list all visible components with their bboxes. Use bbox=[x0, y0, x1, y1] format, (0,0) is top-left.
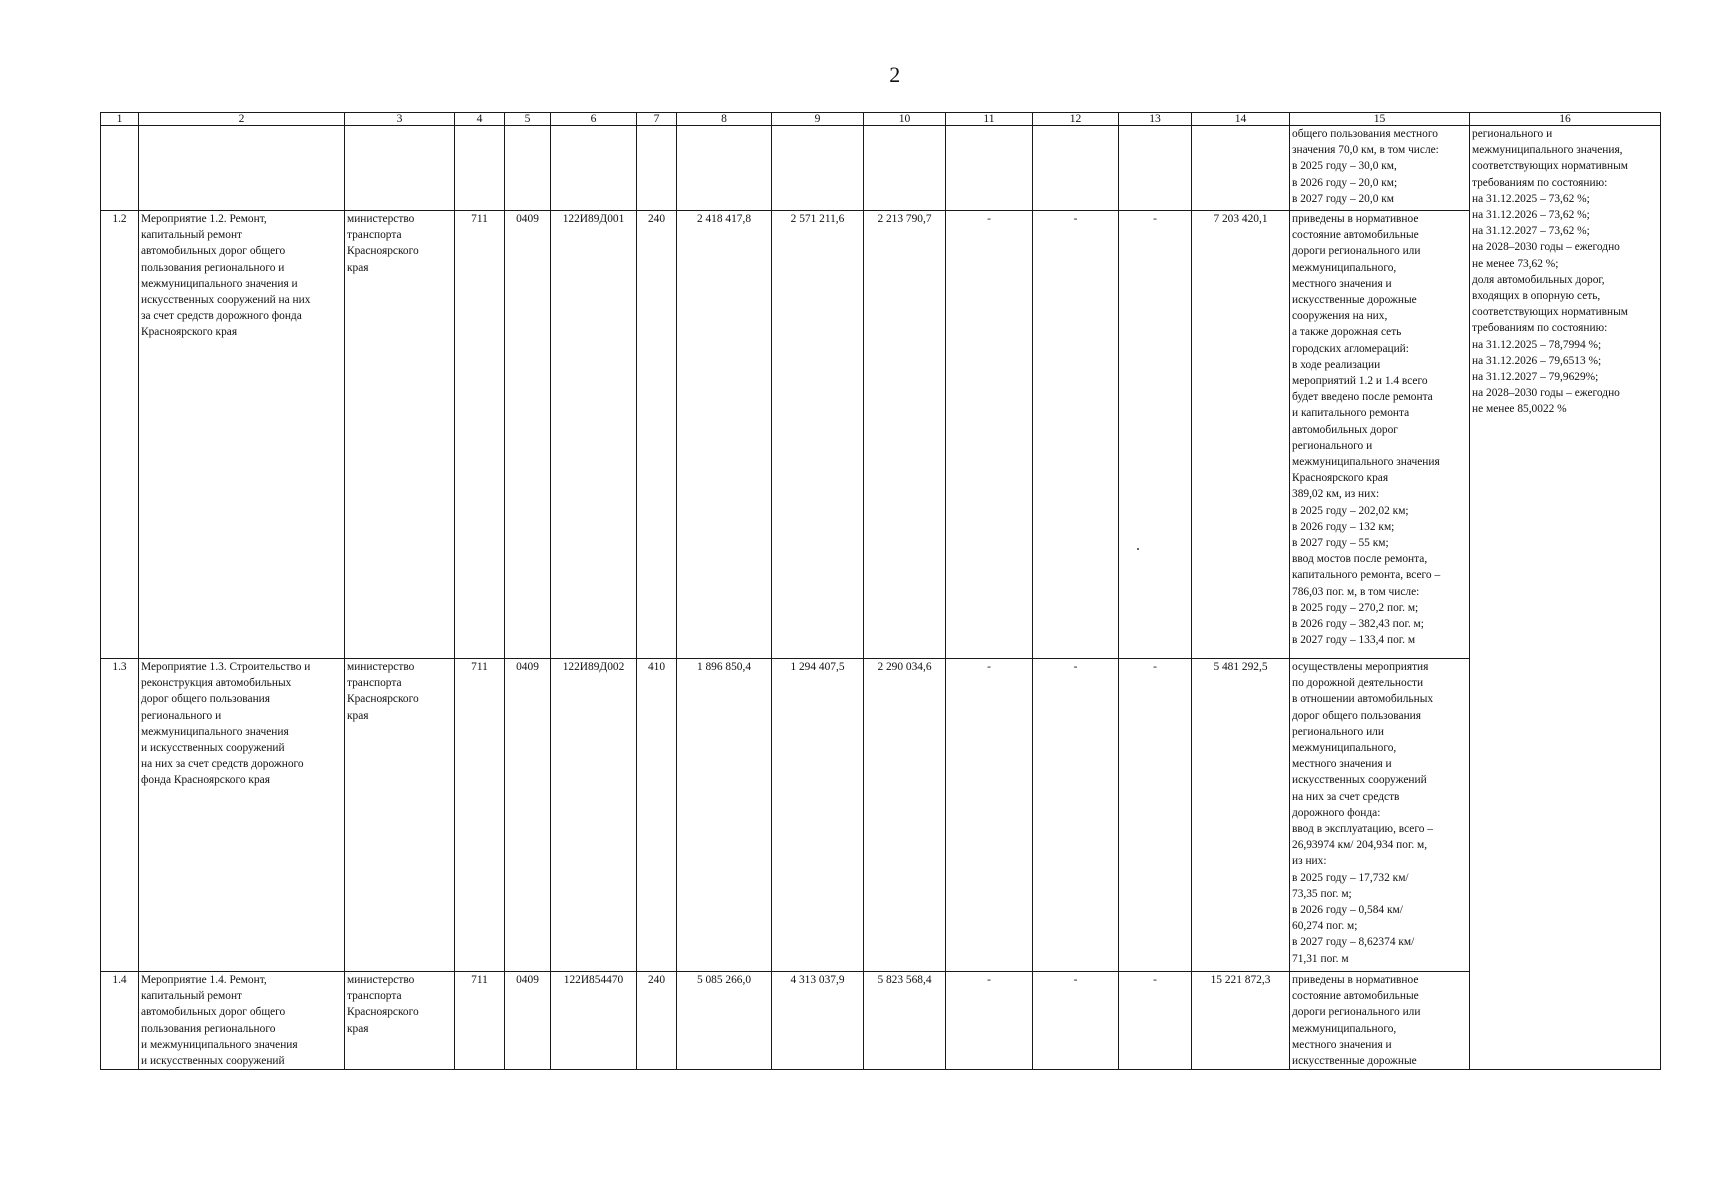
column-number: 15 bbox=[1290, 113, 1470, 126]
cell-empty bbox=[1033, 126, 1119, 211]
table-row bbox=[101, 972, 1661, 1070]
cell-code: 410 bbox=[637, 659, 677, 972]
scan-artifact-dot bbox=[1137, 548, 1139, 550]
cell-dash: - bbox=[946, 659, 1033, 972]
column-number-row bbox=[101, 113, 1661, 126]
cell-dash: - bbox=[1119, 972, 1192, 1070]
cell-code: 240 bbox=[637, 972, 677, 1070]
cell-amount: 2 571 211,6 bbox=[772, 211, 864, 659]
cell-executor: министерство транспорта Красноярского края bbox=[345, 211, 455, 659]
column-number: 9 bbox=[772, 113, 864, 126]
cell-code: 0409 bbox=[505, 211, 551, 659]
cell-code: 0409 bbox=[505, 972, 551, 1070]
cell-code: 711 bbox=[455, 659, 505, 972]
cell-code: 122И89Д002 bbox=[551, 659, 637, 972]
cell-measure: Мероприятие 1.4. Ремонт, капитальный ремонт автомобильных дорог общего пользования регионального и межмуниципального значения и искусственных сооружений bbox=[139, 972, 345, 1070]
cell-code: 0409 bbox=[505, 659, 551, 972]
column-number: 2 bbox=[139, 113, 345, 126]
column-number: 14 bbox=[1192, 113, 1290, 126]
cell-code: 711 bbox=[455, 211, 505, 659]
cell-empty bbox=[551, 126, 637, 211]
cell-amount: 2 213 790,7 bbox=[864, 211, 946, 659]
cell-measure: Мероприятие 1.3. Строительство и реконструкция автомобильных дорог общего пользования регионального и межмуниципального значения и искусственных сооружений на них за счет средств дорожного фонда Красноярского края bbox=[139, 659, 345, 972]
cell-amount: 1 896 850,4 bbox=[677, 659, 772, 972]
cell-number: 1.3 bbox=[101, 659, 139, 972]
column-number: 13 bbox=[1119, 113, 1192, 126]
cell-dash: - bbox=[1119, 211, 1192, 659]
cell-total: 7 203 420,1 bbox=[1192, 211, 1290, 659]
table-row-continuation bbox=[101, 126, 1661, 211]
cell-amount: 2 290 034,6 bbox=[864, 659, 946, 972]
cell-empty bbox=[637, 126, 677, 211]
cell-executor: министерство транспорта Красноярского края bbox=[345, 659, 455, 972]
cell-amount: 4 313 037,9 bbox=[772, 972, 864, 1070]
cell-result: общего пользования местного значения 70,0 км, в том числе: в 2025 году – 30,0 км, в 2026 году – 20,0 км; в 2027 году – 20,0 км bbox=[1290, 126, 1470, 211]
cell-code: 240 bbox=[637, 211, 677, 659]
cell-empty bbox=[772, 126, 864, 211]
cell-amount: 2 418 417,8 bbox=[677, 211, 772, 659]
cell-indicators: регионального и межмуниципального значения, соответствующих нормативным требованиям по состоянию: на 31.12.2025 – 73,62 %; на 31.12.2026 – 73,62 %; на 31.12.2027 – 73,62 %; на 2028–2030 годы – ежегодно не менее 73,62 %; доля автомобильных дорог, входящих в опорную сеть, соответствующих нормативным требованиям по состоянию: на 31.12.2025 – 78,7994 %; на 31.12.2026 – 79,6513 %; на 31.12.2027 – 79,9629%; на 2028–2030 годы – ежегодно не менее 85,0022 % bbox=[1470, 126, 1661, 1070]
cell-dash: - bbox=[1119, 659, 1192, 972]
cell-total: 5 481 292,5 bbox=[1192, 659, 1290, 972]
column-number: 1 bbox=[101, 113, 139, 126]
cell-empty bbox=[455, 126, 505, 211]
cell-executor: министерство транспорта Красноярского края bbox=[345, 972, 455, 1070]
cell-amount: 5 823 568,4 bbox=[864, 972, 946, 1070]
column-number: 8 bbox=[677, 113, 772, 126]
cell-code: 711 bbox=[455, 972, 505, 1070]
column-number: 7 bbox=[637, 113, 677, 126]
cell-code: 122И89Д001 bbox=[551, 211, 637, 659]
cell-dash: - bbox=[946, 211, 1033, 659]
cell-empty bbox=[864, 126, 946, 211]
column-number: 12 bbox=[1033, 113, 1119, 126]
column-number: 11 bbox=[946, 113, 1033, 126]
table-row bbox=[101, 659, 1661, 972]
cell-empty bbox=[345, 126, 455, 211]
column-number: 6 bbox=[551, 113, 637, 126]
table-row bbox=[101, 211, 1661, 659]
cell-empty bbox=[1192, 126, 1290, 211]
cell-empty bbox=[677, 126, 772, 211]
cell-empty bbox=[139, 126, 345, 211]
cell-result: приведены в нормативное состояние автомобильные дороги регионального или межмуниципального, местного значения и искусственные дорожные bbox=[1290, 972, 1470, 1070]
cell-number: 1.2 bbox=[101, 211, 139, 659]
cell-total: 15 221 872,3 bbox=[1192, 972, 1290, 1070]
column-number: 5 bbox=[505, 113, 551, 126]
cell-number: 1.4 bbox=[101, 972, 139, 1070]
cell-dash: - bbox=[1033, 659, 1119, 972]
cell-empty bbox=[946, 126, 1033, 211]
cell-result: осуществлены мероприятия по дорожной деятельности в отношении автомобильных дорог общего пользования регионального или межмуниципального, местного значения и искусственных сооружений на них за счет средств дорожного фонда: ввод в эксплуатацию, всего – 26,93974 км/ 204,934 пог. м, из них: в 2025 году – 17,732 км/ 73,35 пог. м; в 2026 году – 0,584 км/ 60,274 пог. м; в 2027 году – 8,62374 км/ 71,31 пог. м bbox=[1290, 659, 1470, 972]
cell-empty bbox=[505, 126, 551, 211]
cell-dash: - bbox=[1033, 211, 1119, 659]
cell-amount: 5 085 266,0 bbox=[677, 972, 772, 1070]
cell-empty bbox=[1119, 126, 1192, 211]
cell-code: 122И854470 bbox=[551, 972, 637, 1070]
cell-amount: 1 294 407,5 bbox=[772, 659, 864, 972]
cell-empty bbox=[101, 126, 139, 211]
cell-result: приведены в нормативное состояние автомобильные дороги регионального или межмуниципального, местного значения и искусственные дорожные сооружения на них, а также дорожная сеть городских агломераций: в ходе реализации мероприятий 1.2 и 1.4 всего будет введено после ремонта и капитального ремонта автомобильных дорог регионального и межмуниципального значения Красноярского края 389,02 км, из них: в 2025 году – 202,02 км; в 2026 году – 132 км; в 2027 году – 55 км; ввод мостов после ремонта, капитального ремонта, всего – 786,03 пог. м, в том числе: в 2025 году – 270,2 пог. м; в 2026 году – 382,43 пог. м; в 2027 году – 133,4 пог. м bbox=[1290, 211, 1470, 659]
column-number: 3 bbox=[345, 113, 455, 126]
column-number: 16 bbox=[1470, 113, 1661, 126]
budget-table bbox=[100, 112, 1661, 1070]
cell-measure: Мероприятие 1.2. Ремонт, капитальный ремонт автомобильных дорог общего пользования регионального и межмуниципального значения и искусственных сооружений на них за счет средств дорожного фонда Красноярского края bbox=[139, 211, 345, 659]
column-number: 4 bbox=[455, 113, 505, 126]
page-number: 2 bbox=[889, 62, 901, 87]
cell-dash: - bbox=[1033, 972, 1119, 1070]
cell-dash: - bbox=[946, 972, 1033, 1070]
column-number: 10 bbox=[864, 113, 946, 126]
